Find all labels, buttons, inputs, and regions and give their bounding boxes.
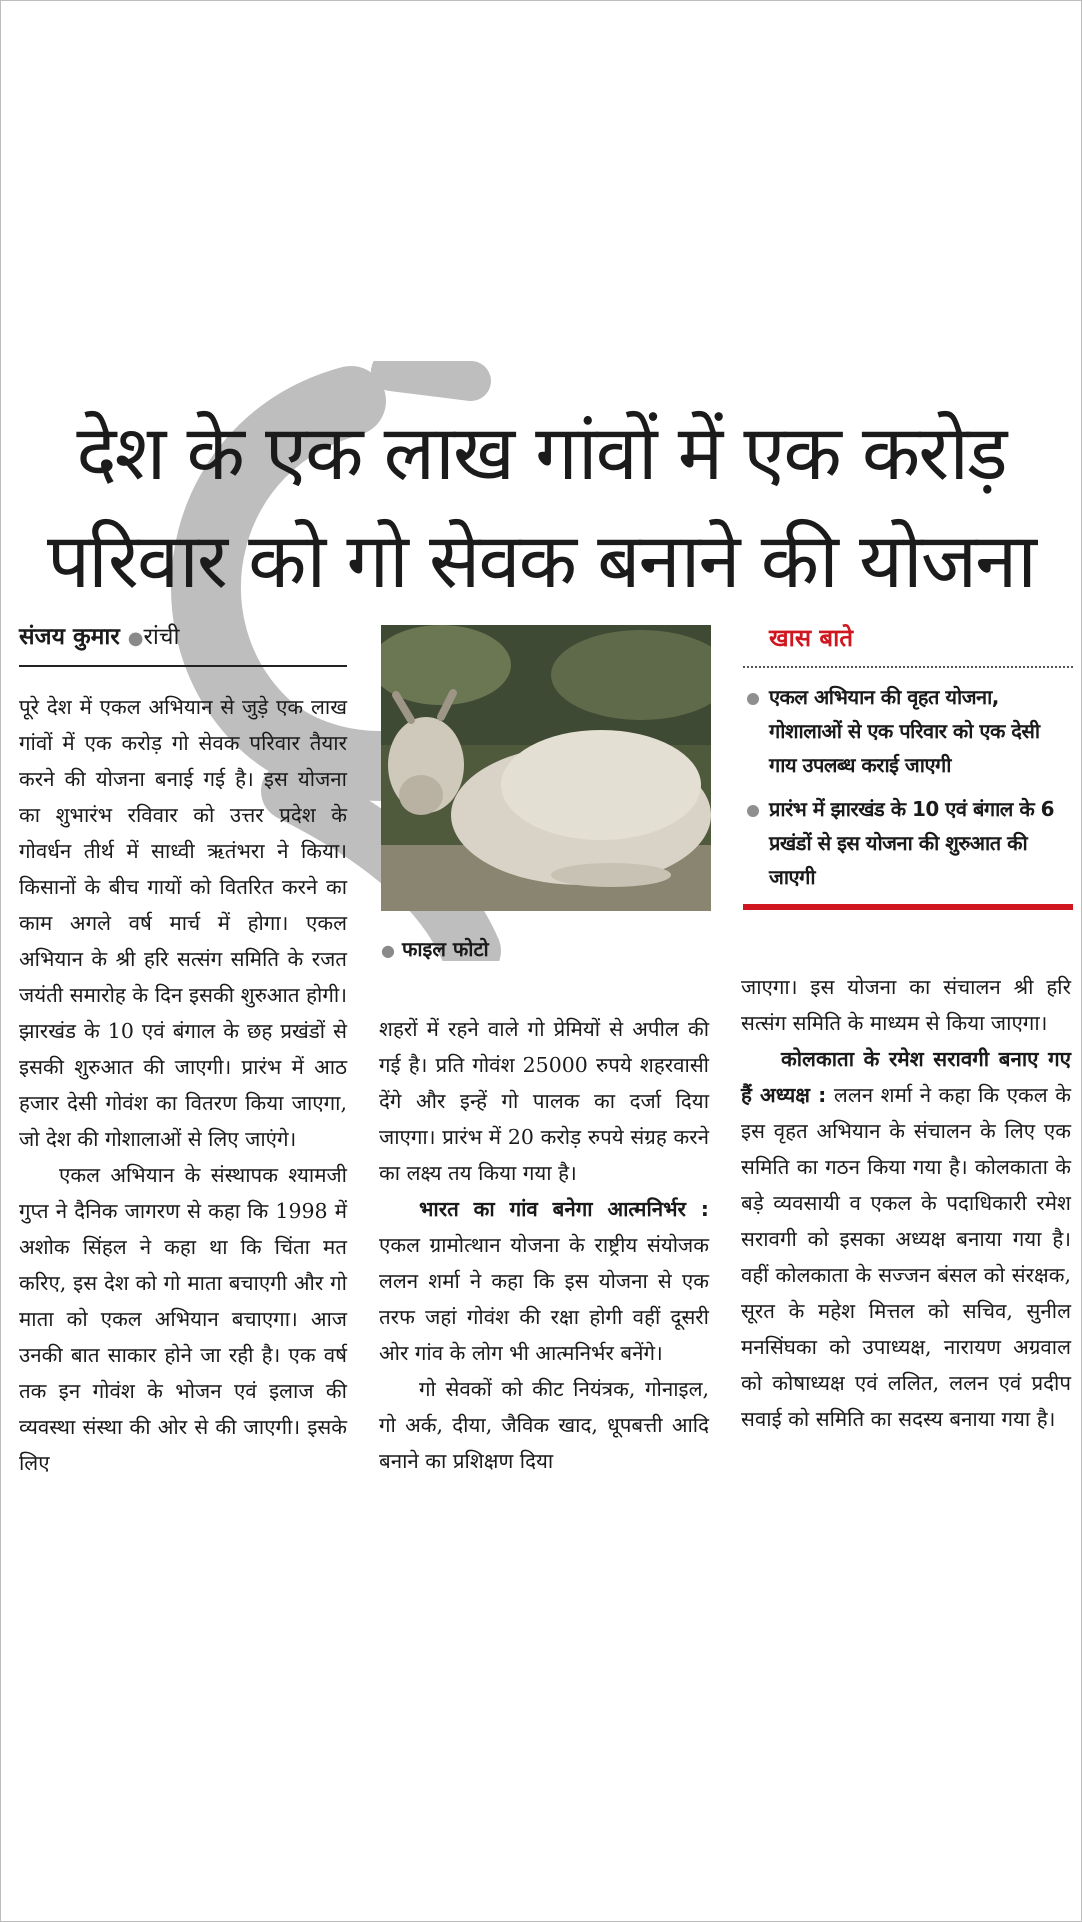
bullet-icon bbox=[747, 693, 759, 705]
key-point-item bbox=[743, 680, 1073, 782]
subheading: कोलकाता के रमेश सरावगी बनाए गए हैं अध्यक्ष : bbox=[741, 1047, 1071, 1107]
article-paragraph-text: एकल ग्रामोत्थान योजना के राष्ट्रीय संयोजक ललन शर्मा ने कहा कि इस योजना से एक तरफ जहां गोवंश की रक्षा होगी वहीं दूसरी ओर गांव के लोग भी आत्मनिर्भर बनेंगे। bbox=[379, 1233, 709, 1365]
article-paragraph: पूरे देश में एकल अभियान से जुड़े एक लाख गांवों में एक करोड़ गो सेवक परिवार तैयार करने की योजना बनाई गई है। इस योजना का शुभारंभ रविवार को उत्तर प्रदेश के गोवर्धन तीर्थ में साध्वी ऋतंभरा ने किया। किसानों के बीच गायों को वितरित करने का काम अगले वर्ष मार्च में होगा। एकल अभियान के श्री हरि सत्संग समिति के रजत जयंती समारोह के दिन इसकी शुरुआत होगी। झारखंड के 10 एवं बंगाल के छह प्रखंडों से इसकी शुरुआत की जाएगी। प्रारंभ में आठ हजार देसी गोवंश का वितरण किया जाएगा, जो देश की गोशालाओं से लिए जाएंगे। bbox=[19, 695, 347, 1151]
cow-photo bbox=[381, 625, 711, 911]
key-point-text: एकल अभियान की वृहत योजना, गोशालाओं से एक परिवार को एक देसी गाय उपलब्ध कराई जाएगी bbox=[769, 685, 1040, 777]
watermark-hook bbox=[391, 371, 471, 381]
photo-caption bbox=[381, 935, 489, 962]
photo-caption-text: फाइल फोटो bbox=[401, 937, 489, 961]
key-point-text: प्रारंभ में झारखंड के 10 एवं बंगाल के 6 प्रखंडों से इस योजना की शुरुआत की जाएगी bbox=[769, 797, 1055, 889]
key-points-title: खास बाते bbox=[743, 621, 1073, 668]
headline-line-2: परिवार को गो सेवक बनाने की योजना bbox=[47, 516, 1035, 605]
cow-photo-illustration bbox=[381, 625, 711, 911]
subheading: भारत का गांव बनेगा आत्मनिर्भर : bbox=[419, 1197, 709, 1221]
article-paragraph bbox=[379, 1191, 709, 1371]
headline bbox=[1, 399, 1081, 615]
bullet-icon bbox=[747, 805, 759, 817]
key-points-rule bbox=[743, 904, 1073, 910]
article-column-3 bbox=[741, 969, 1071, 1437]
caption-dot-icon: ● bbox=[381, 941, 395, 960]
article-paragraph: गो सेवकों को कीट नियंत्रक, गोनाइल, गो अर्क, दीया, जैविक खाद, धूपबत्ती आदि बनाने का प्रशिक्षण दिया bbox=[379, 1377, 709, 1473]
headline-line-1: देश के एक लाख गांवों में एक करोड़ bbox=[76, 408, 1006, 497]
article-paragraph: शहरों में रहने वाले गो प्रेमियों से अपील की गई है। प्रति गोवंश 25000 रुपये शहरवासी देंगे और इन्हें गो पालक का दर्जा दिया जाएगा। प्रारंभ में 20 करोड़ रुपये संग्रह करने का लक्ष्य तय किया गया है। bbox=[379, 1017, 709, 1185]
byline-author: संजय कुमार bbox=[19, 624, 120, 650]
article-paragraph-text: ललन शर्मा ने कहा कि एकल के इस वृहत अभियान के संचालन के लिए एक समिति का गठन किया गया है। कोलकाता के बड़े व्यवसायी व एकल के पदाधिकारी रमेश सरावगी को इसका अध्यक्ष बनाया गया है। वहीं कोलकाता के सज्जन बंसल को संरक्षक, सूरत के महेश मित्तल को सचिव, सुनील मनसिंघका को उपाध्यक्ष, नारायण अग्रवाल को कोषाध्यक्ष एवं ललित, ललन एवं प्रदीप सवाई को समिति का सदस्य बनाया गया है। bbox=[741, 1083, 1071, 1431]
article-column-1 bbox=[19, 689, 347, 1481]
byline bbox=[19, 619, 347, 667]
key-points-box bbox=[743, 621, 1073, 910]
byline-dot-icon: ● bbox=[127, 628, 144, 649]
key-points-list bbox=[743, 680, 1073, 894]
article-paragraph: एकल अभियान के संस्थापक श्यामजी गुप्त ने दैनिक जागरण से कहा कि 1998 में अशोक सिंहल ने कहा था कि चिंता मत करिए, इस देश को गो माता बचाएगी और गो माता को एकल अभियान बचाएगा। आज उनकी बात साकार होने जा रही है। एक वर्ष तक इन गोवंश के भोजन एवं इलाज की व्यवस्था संस्था की ओर से की जाएगी। इसके लिए bbox=[19, 1163, 347, 1475]
article-column-2 bbox=[379, 1011, 709, 1479]
byline-city: रांची bbox=[143, 624, 180, 650]
article-paragraph bbox=[741, 1041, 1071, 1437]
key-point-item bbox=[743, 792, 1073, 894]
article-paragraph: जाएगा। इस योजना का संचालन श्री हरि सत्संग समिति के माध्यम से किया जाएगा। bbox=[741, 975, 1071, 1035]
